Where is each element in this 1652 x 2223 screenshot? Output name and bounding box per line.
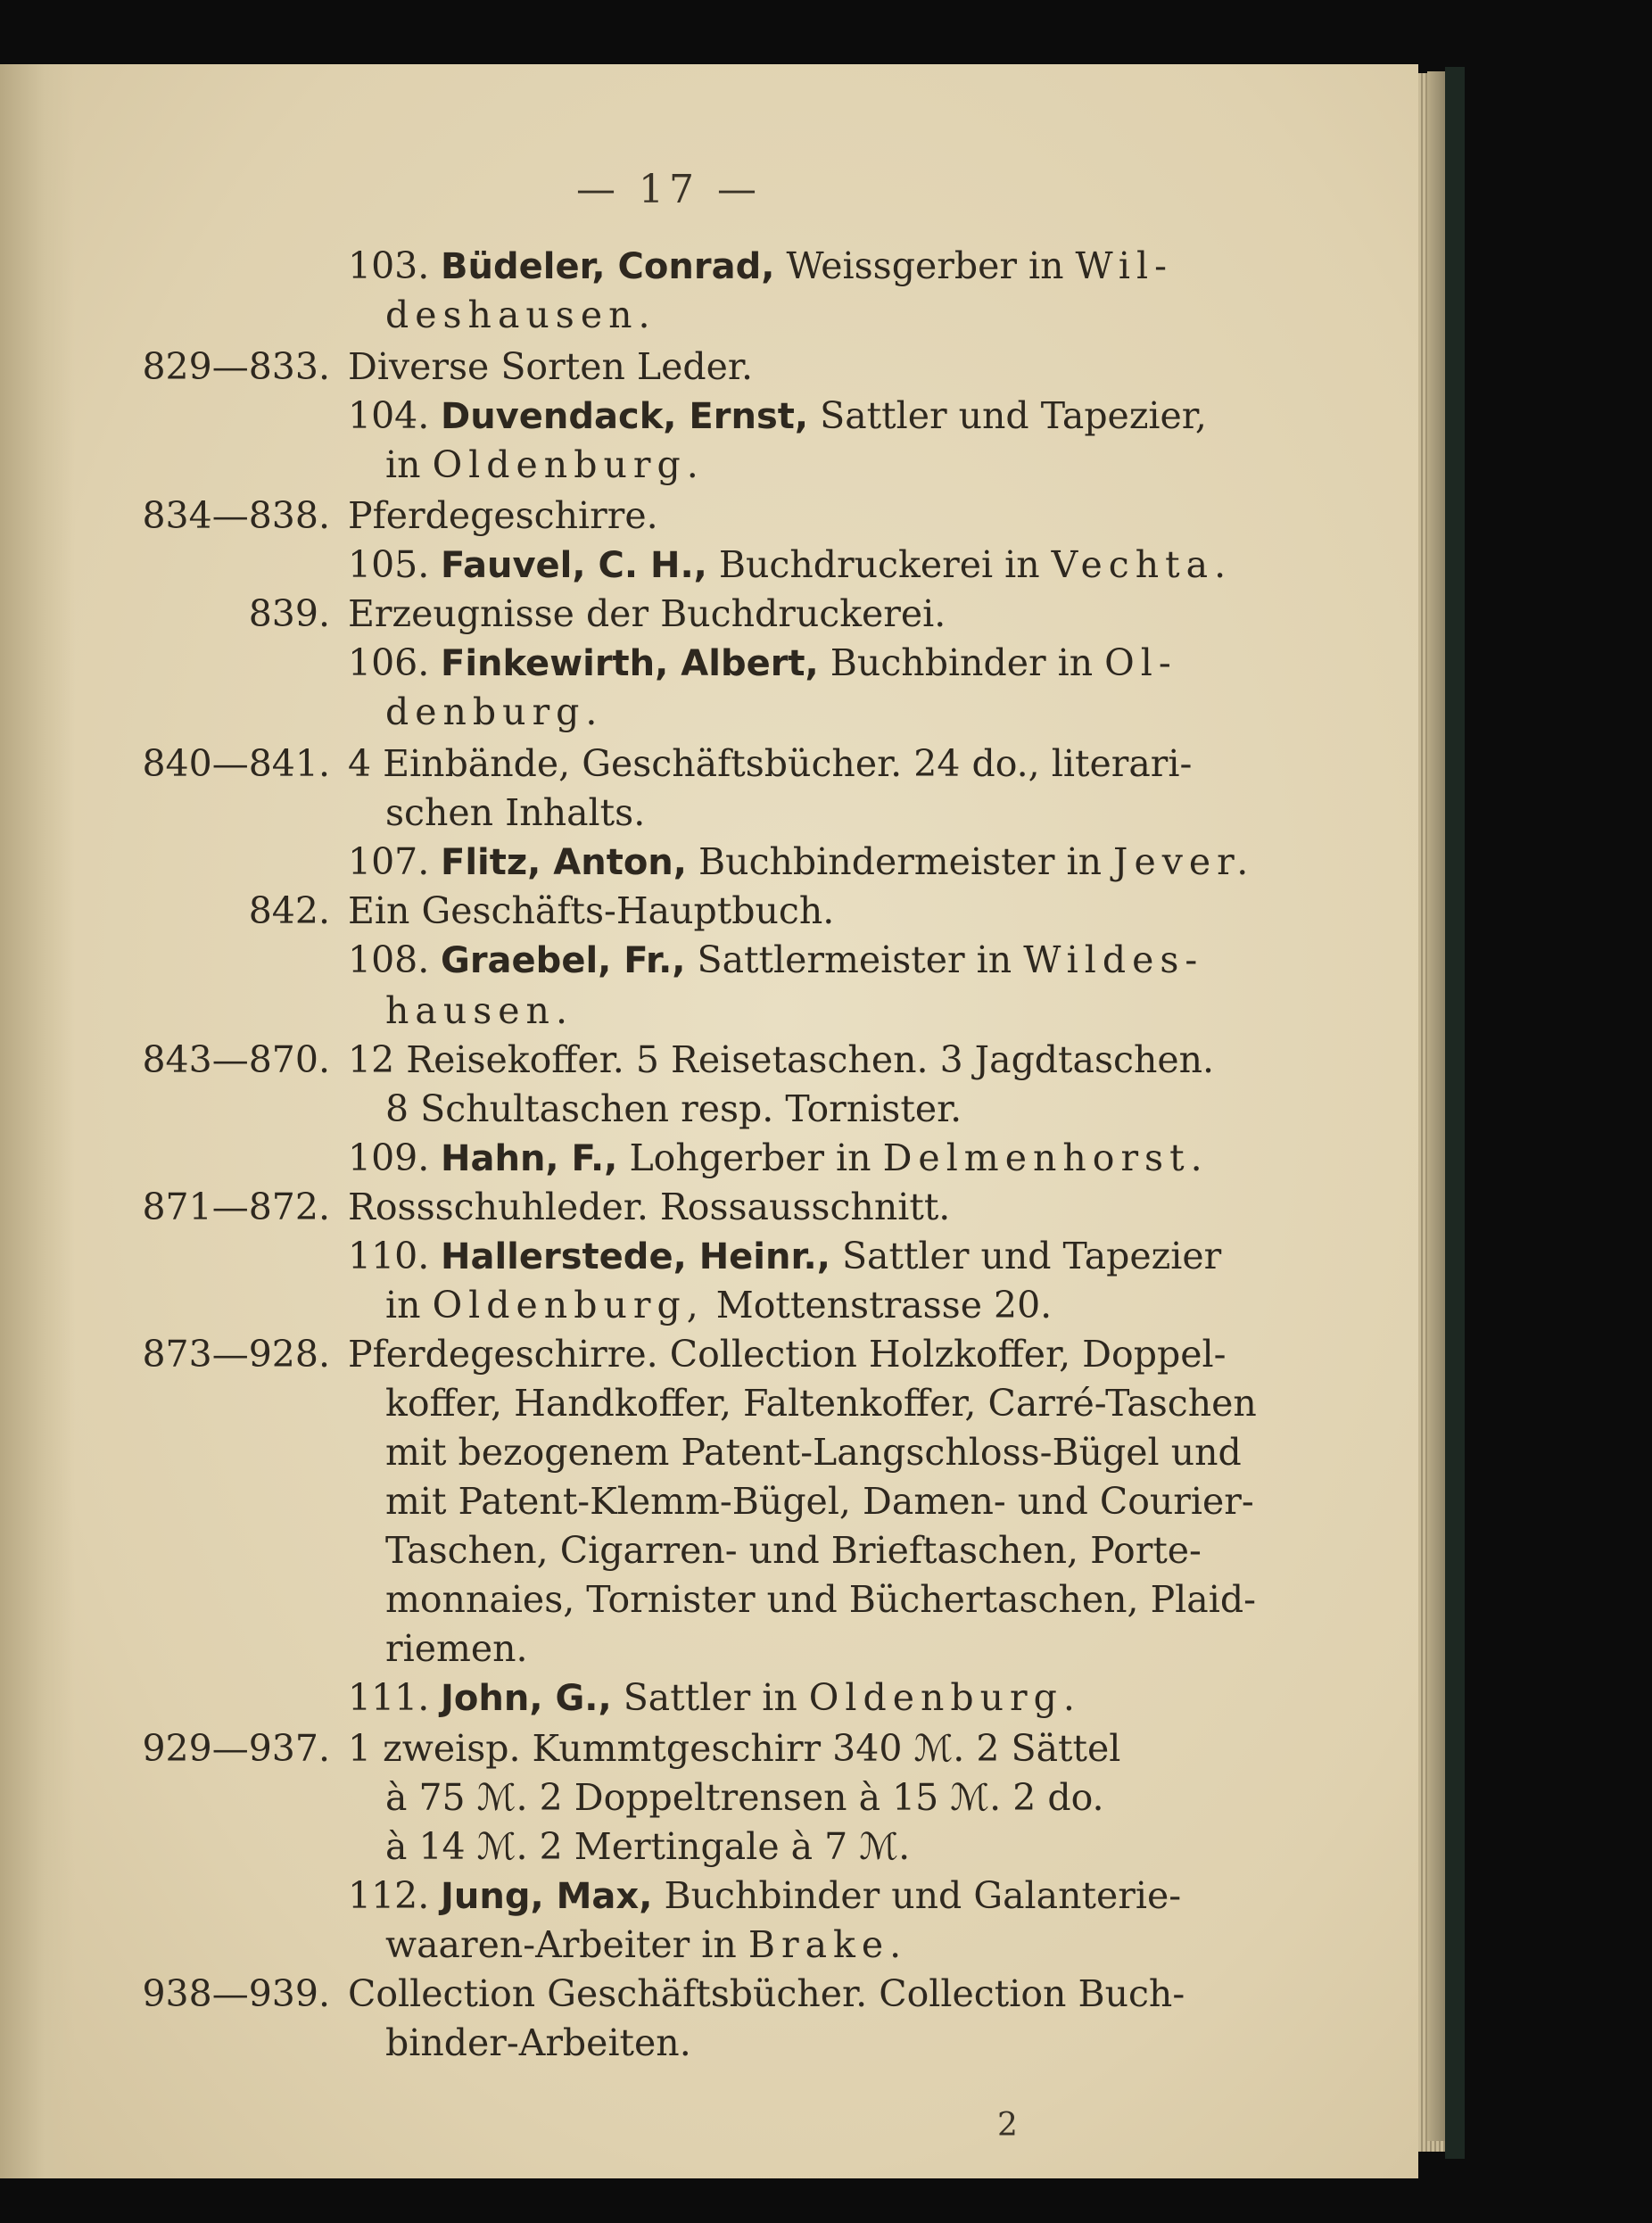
entry-line	[0, 1182, 1418, 1232]
exhibitor-entry	[441, 540, 1232, 591]
exhibitor-entry	[441, 1673, 1081, 1723]
book-page	[0, 64, 1418, 2178]
item-description: 1 zweisp. Kummtgeschirr 340 ℳ. 2 Sättel	[348, 1727, 1121, 1770]
entry-line	[0, 1624, 1418, 1673]
exhibitor-number: 103.	[348, 244, 430, 287]
exhibitor-entry	[441, 1231, 1221, 1282]
entry-line	[0, 1084, 1418, 1134]
place-name: Oldenburg,	[432, 1284, 705, 1326]
entry-line	[0, 1969, 1418, 2019]
entry-line	[0, 1280, 1418, 1330]
exhibitor-name: Büdeler, Conrad,	[441, 246, 775, 287]
exhibitor-name: Hahn, F.,	[441, 1138, 618, 1179]
continuation-text: deshausen.	[385, 293, 657, 336]
page-block-edge	[1427, 71, 1445, 2141]
exhibitor-entry	[441, 1871, 1181, 1921]
entry-line	[0, 1476, 1418, 1526]
catalog-range: 829—833.	[142, 345, 330, 388]
continuation-text: koffer, Handkoffer, Faltenkoffer, Carré-Taschen	[385, 1382, 1257, 1425]
exhibitor-trade: Sattler und Tapezier	[841, 1235, 1222, 1277]
exhibitor-place: Wil-	[1075, 244, 1174, 287]
exhibitor-place: Ol-	[1104, 641, 1177, 684]
continuation-text: mit Patent-Klemm-Bügel, Damen- und Courier-	[385, 1480, 1254, 1523]
entry-line	[0, 491, 1418, 541]
entry-line	[0, 1427, 1418, 1477]
entry-line	[0, 638, 1418, 688]
exhibitor-name: Jung, Max,	[441, 1876, 653, 1917]
entry-line	[0, 1133, 1418, 1183]
continuation-text: in Oldenburg.	[385, 443, 705, 486]
continuation-text: mit bezogenem Patent-Langschloss-Bügel und	[385, 1431, 1242, 1474]
exhibitor-trade: Buchbindermeister in	[698, 840, 1114, 883]
exhibitor-number: 112.	[348, 1874, 430, 1917]
exhibitor-name: Flitz, Anton,	[441, 842, 687, 883]
exhibitor-place: Wildes-	[1023, 938, 1204, 981]
catalog-range: 842.	[248, 889, 330, 932]
entry-line	[0, 440, 1418, 490]
page-number: — 17 —	[576, 167, 762, 212]
entry-line	[0, 788, 1418, 838]
item-description: Ein Geschäfts-Hauptbuch.	[348, 889, 835, 932]
exhibitor-name: Graebel, Fr.,	[441, 940, 686, 981]
continuation-text: à 75 ℳ. 2 Doppeltrensen à 15 ℳ. 2 do.	[385, 1776, 1104, 1819]
entry-line	[0, 739, 1418, 789]
entry-line	[0, 540, 1418, 590]
entry-line	[0, 1329, 1418, 1379]
catalog-range: 834—838.	[142, 494, 330, 537]
exhibitor-entry	[441, 935, 1203, 986]
catalog-range: 839.	[248, 592, 330, 635]
catalog-range: 840—841.	[142, 742, 330, 785]
continuation-text: monnaies, Tornister und Büchertaschen, Plaid-	[385, 1578, 1256, 1621]
entry-line	[0, 1871, 1418, 1921]
entry-line	[0, 1574, 1418, 1624]
exhibitor-name: Duvendack, Ernst,	[441, 396, 809, 437]
exhibitor-entry	[441, 241, 1173, 292]
entry-line	[0, 837, 1418, 887]
continuation-text: hausen.	[385, 989, 574, 1032]
exhibitor-number: 110.	[348, 1235, 430, 1277]
entry-line	[0, 1035, 1418, 1085]
item-description: Erzeugnisse der Buchdruckerei.	[348, 592, 946, 635]
item-description: Pferdegeschirre.	[348, 494, 658, 537]
exhibitor-trade: Sattlermeister in	[697, 938, 1024, 981]
item-description: Rossschuhleder. Rossausschnitt.	[348, 1186, 951, 1228]
continuation-text: 8 Schultaschen resp. Tornister.	[385, 1087, 962, 1130]
exhibitor-number: 108.	[348, 938, 430, 981]
exhibitor-name: Fauvel, C. H.,	[441, 545, 707, 586]
exhibitor-entry	[441, 837, 1254, 888]
exhibitor-trade: Buchdruckerei in	[718, 543, 1052, 586]
continuation-text: Taschen, Cigarren- und Brieftaschen, Porte-	[385, 1529, 1202, 1572]
exhibitor-entry	[441, 638, 1177, 689]
item-description: Pferdegeschirre. Collection Holzkoffer, Doppel-	[348, 1333, 1227, 1376]
place-name: Brake.	[748, 1923, 908, 1966]
entry-line	[0, 241, 1418, 291]
exhibitor-number: 107.	[348, 840, 430, 883]
entry-line	[0, 1920, 1418, 1970]
exhibitor-place: Delmenhorst.	[882, 1136, 1209, 1179]
continuation-text: waaren-Arbeiter in Brake.	[385, 1923, 908, 1966]
catalog-range: 871—872.	[142, 1186, 330, 1228]
catalog-range: 843—870.	[142, 1038, 330, 1081]
continuation-text: in Oldenburg, Mottenstrasse 20.	[385, 1284, 1053, 1326]
exhibitor-entry	[441, 391, 1207, 442]
continuation-text: schen Inhalts.	[385, 791, 646, 834]
exhibitor-place: Vechta.	[1051, 543, 1233, 586]
exhibitor-number: 105.	[348, 543, 430, 586]
item-description: 12 Reisekoffer. 5 Reisetaschen. 3 Jagdtaschen.	[348, 1038, 1215, 1081]
exhibitor-number: 106.	[348, 641, 430, 684]
exhibitor-name: Hallerstede, Heinr.,	[441, 1236, 830, 1277]
book-spine	[1445, 67, 1465, 2159]
continuation-text: riemen.	[385, 1627, 528, 1670]
exhibitor-number: 111.	[348, 1676, 430, 1719]
item-description: Collection Geschäftsbücher. Collection Buch-	[348, 1972, 1185, 2015]
entry-line	[0, 1822, 1418, 1872]
signature-mark: 2	[997, 2107, 1018, 2144]
entry-line	[0, 290, 1418, 340]
entry-line	[0, 589, 1418, 639]
exhibitor-number: 109.	[348, 1136, 430, 1179]
entry-line	[0, 1231, 1418, 1281]
exhibitor-entry	[441, 1133, 1209, 1184]
item-description: 4 Einbände, Geschäftsbücher. 24 do., literari-	[348, 742, 1193, 785]
entry-line	[0, 1525, 1418, 1575]
exhibitor-trade: Sattler in	[623, 1676, 809, 1719]
entry-line	[0, 687, 1418, 737]
catalog-range: 929—937.	[142, 1727, 330, 1770]
continuation-text: binder-Arbeiten.	[385, 2021, 691, 2064]
exhibitor-place: Oldenburg.	[808, 1676, 1081, 1719]
exhibitor-name: Finkewirth, Albert,	[441, 643, 819, 684]
catalog-range: 938—939.	[142, 1972, 330, 2015]
exhibitor-number: 104.	[348, 394, 430, 437]
catalog-range: 873—928.	[142, 1333, 330, 1376]
entry-line	[0, 1673, 1418, 1723]
exhibitor-name: John, G.,	[441, 1678, 612, 1719]
entry-line	[0, 1723, 1418, 1773]
exhibitor-trade: Buchbinder in	[830, 641, 1105, 684]
exhibitor-trade: Sattler und Tapezier,	[820, 394, 1207, 437]
exhibitor-trade: Lohgerber in	[629, 1136, 883, 1179]
continuation-text: à 14 ℳ. 2 Mertingale à 7 ℳ.	[385, 1825, 911, 1868]
entry-line	[0, 935, 1418, 985]
continuation-text: denburg.	[385, 690, 604, 733]
entry-line	[0, 391, 1418, 441]
entry-line	[0, 986, 1418, 1036]
entry-line	[0, 342, 1418, 392]
exhibitor-trade: Weissgerber in	[786, 244, 1076, 287]
exhibitor-place: Jever.	[1113, 840, 1255, 883]
place-name: Oldenburg.	[432, 443, 705, 486]
entry-line	[0, 886, 1418, 936]
item-description: Diverse Sorten Leder.	[348, 345, 754, 388]
entry-line	[0, 2018, 1418, 2068]
entry-line	[0, 1378, 1418, 1428]
entry-line	[0, 1773, 1418, 1822]
exhibitor-trade: Buchbinder und Galanterie-	[664, 1874, 1182, 1917]
